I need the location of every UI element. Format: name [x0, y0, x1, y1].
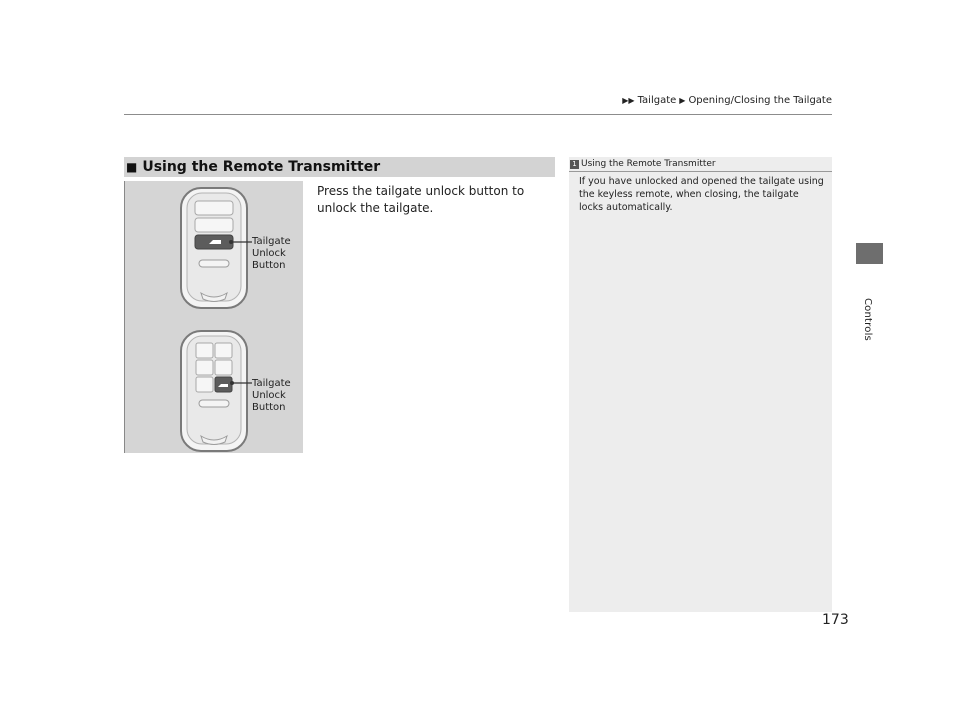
- breadcrumb-arrow-icon: ▶▶: [622, 96, 635, 105]
- breadcrumb: [622, 95, 832, 106]
- note-title-text: Using the Remote Transmitter: [581, 159, 716, 169]
- heading-square-icon: ■: [126, 160, 138, 174]
- callout-line: Button: [252, 402, 286, 413]
- callout-line: Tailgate: [252, 378, 291, 389]
- callout-line: Tailgate: [252, 236, 291, 247]
- callout-line: Unlock: [252, 248, 286, 259]
- remote-transmitter-figure: [124, 181, 303, 453]
- breadcrumb-arrow-icon: ▶: [679, 96, 686, 105]
- body-paragraph: Press the tailgate unlock button to unlock the tailgate.: [317, 184, 525, 215]
- breadcrumb-subsection: Opening/Closing the Tailgate: [688, 95, 832, 106]
- section-heading: [124, 157, 555, 177]
- note-body: If you have unlocked and opened the tailgate using the keyless remote, when closing, the tailgate locks automatically.: [579, 176, 824, 213]
- remote-fob-3-button: [181, 188, 252, 308]
- note-sidebar: [569, 157, 832, 612]
- remote-fob-6-button: [181, 331, 252, 451]
- page-number: 173: [822, 612, 849, 628]
- callout-line: Button: [252, 260, 286, 271]
- side-tab-label: Controls: [862, 298, 873, 341]
- side-tab-marker: [856, 243, 883, 264]
- note-title: [569, 157, 832, 172]
- note-icon: 1: [570, 160, 579, 169]
- section-title: Using the Remote Transmitter: [142, 159, 381, 175]
- header-rule: [124, 114, 832, 115]
- breadcrumb-section: Tailgate: [637, 95, 677, 106]
- callout-line: Unlock: [252, 390, 286, 401]
- fob-top-callout-label: [252, 236, 291, 272]
- fob-bottom-callout-label: [252, 378, 291, 414]
